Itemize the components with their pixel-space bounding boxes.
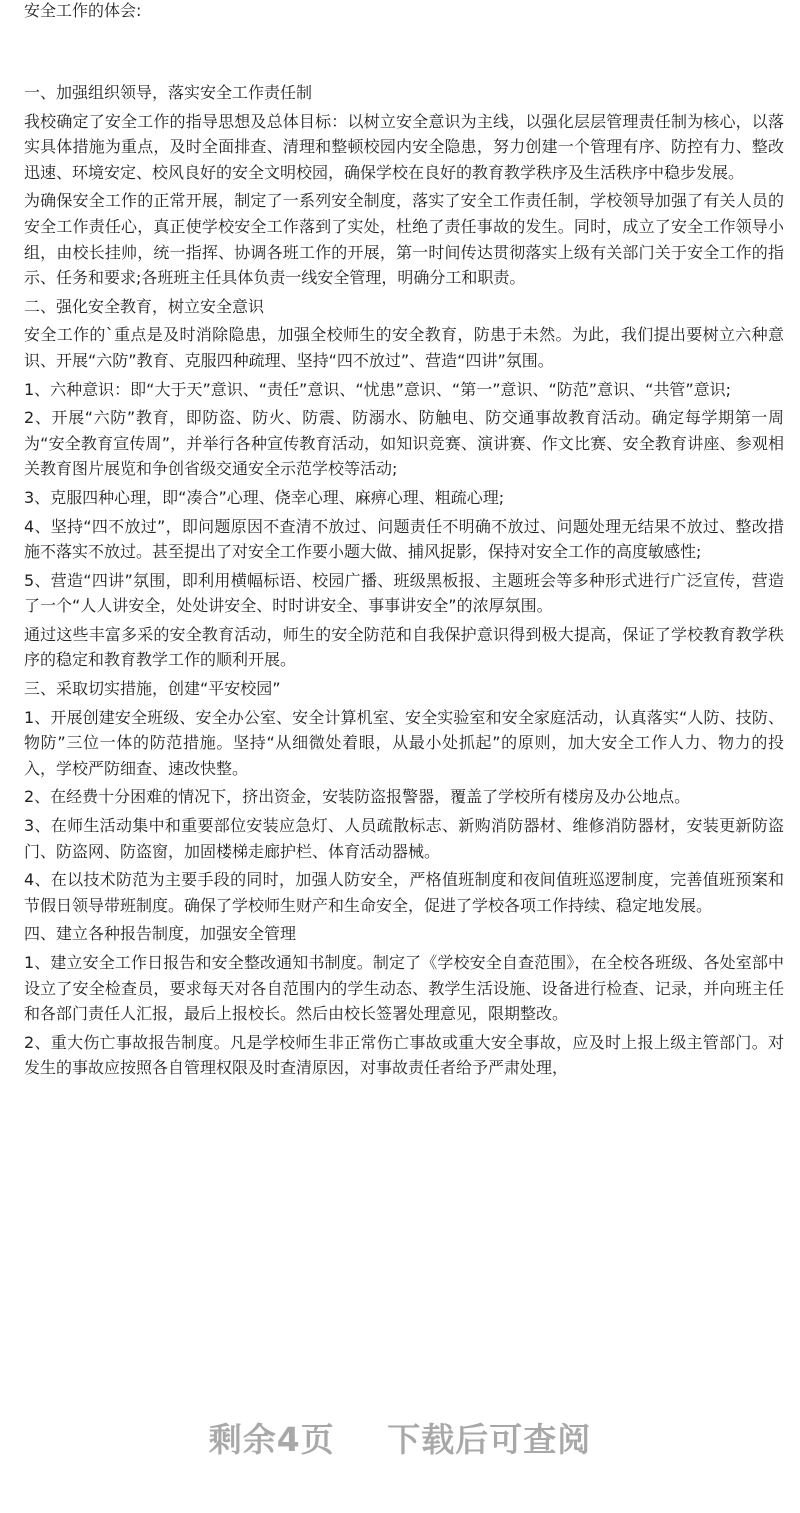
paragraph: 1、建立安全工作日报告和安全整改通知书制度。制定了《学校安全自查范围》，在全校各班级、各处室部中设立了安全检查员，要求每天对各自范围内的学生动态、教学生活设施、设备进行检查、记录，并向班主任和各部门责任人汇报，最后上报校长。然后由校长签署处理意见，限期整改。: [24, 953, 784, 1024]
download-to-view-label: 下载后可查阅: [387, 1420, 592, 1459]
paragraph: 2、开展“六防”教育，即防盗、防火、防震、防溺水、防触电、防交通事故教育活动。确定每学期第一周为“安全教育宣传周”，并举行各种宣传教育活动，如知识竞赛、演讲赛、作文比赛、安全教育讲座、参观相关教育图片展览和争创省级交通安全示范学校等活动;: [24, 408, 784, 479]
remaining-pages-label: 剩余4页: [208, 1420, 335, 1459]
document-title: 安全工作的体会:: [24, 1, 142, 20]
paragraph: 为确保安全工作的正常开展，制定了一系列安全制度，落实了安全工作责任制，学校领导加强了有关人员的安全工作责任心，真正使学校安全工作落到了实处，杜绝了责任事故的发生。同时，成立了安全工作领导小组，由校长挂帅，统一指挥、协调各班工作的开展，第一时间传达贯彻落实上级有关部门关于安全工作的指示、任务和要求;各班班主任具体负责一线安全管理，明确分工和职责。: [24, 191, 784, 288]
document-body: [24, 0, 784, 1084]
section-heading-2: 二、强化安全教育，树立安全意识: [24, 296, 265, 316]
section-heading-1: 一、加强组织领导，落实安全工作责任制: [24, 83, 313, 102]
section-heading-3: 三、采取切实措施，创建“平安校园”: [24, 679, 281, 699]
paragraph: 3、克服四种心理，即“凑合”心理、侥幸心理、麻痹心理、粗疏心理;: [24, 487, 505, 507]
paragraph: 通过这些丰富多采的安全教育活动，师生的安全防范和自我保护意识得到极大提高，保证了学校教育教学秩序的稳定和教育教学工作的顺利开展。: [24, 624, 784, 670]
section-heading-4: 四、建立各种报告制度，加强安全管理: [24, 924, 297, 944]
paragraph: 1、开展创建安全班级、安全办公室、安全计算机室、安全实验室和安全家庭活动，认真落实“人防、技防、物防”三位一体的防范措施。坚持“从细微处着眼，从最小处抓起”的原则，加大安全工作人力、物力的投入，学校严防细查、速改快整。: [24, 707, 784, 778]
paragraph: 1、六种意识：即“大于天”意识、“责任”意识、“忧患”意识、“第一”意识、“防范”意识、“共管”意识;: [24, 379, 732, 399]
paragraph: 我校确定了安全工作的指导思想及总体目标：以树立安全意识为主线，以强化层层管理责任制为核心，以落实具体措施为重点，及时全面排查、清理和整顿校园内安全隐患，努力创建一个管理有序、防控有力、整改迅速、环境安定、校风良好的安全文明校园，确保学校在良好的教育教学秩序及生活秩序中稳步发展。: [24, 111, 784, 182]
paragraph: 4、坚持“四不放过”，即问题原因不查清不放过、问题责任不明确不放过、问题处理无结果不放过、整改措施不落实不放过。甚至提出了对安全工作要小题大做、捕风捉影，保持对安全工作的高度敏感性;: [24, 516, 784, 562]
paragraph: 3、在师生活动集中和重要部位安装应急灯、人员疏散标志、新购消防器材、维修消防器材，安装更新防盗门、防盗网、防盗窗，加固楼梯走廊护栏、体育活动器械。: [24, 816, 784, 861]
download-prompt[interactable]: [0, 1414, 800, 1461]
title-spacer: [24, 22, 784, 80]
paragraph: 2、重大伤亡事故报告制度。凡是学校师生非正常伤亡事故或重大安全事故，应及时上报上级主管部门。对发生的事故应按照各自管理权限及时查清原因，对事故责任者给予严肃处理，: [24, 1032, 784, 1078]
paragraph: 4、在以技术防范为主要手段的同时，加强人防安全，严格值班制度和夜间值班巡逻制度，完善值班预案和节假日领导带班制度。确保了学校师生财产和生命安全，促进了学校各项工作持续、稳定地发展。: [24, 870, 784, 915]
paragraph: 安全工作的`重点是及时消除隐患，加强全校师生的安全教育，防患于未然。为此，我们提出要树立六种意识、开展“六防”教育、克服四种疏理、坚持“四不放过”、营造“四讲”氛围。: [24, 325, 784, 370]
paragraph: 2、在经费十分困难的情况下，挤出资金，安装防盗报警器，覆盖了学校所有楼房及办公地点。: [24, 787, 691, 807]
paragraph: 5、营造“四讲”氛围，即利用横幅标语、校园广播、班级黑板报、主题班会等多种形式进行广泛宣传，营造了一个“人人讲安全，处处讲安全、时时讲安全、事事讲安全”的浓厚氛围。: [24, 570, 784, 616]
